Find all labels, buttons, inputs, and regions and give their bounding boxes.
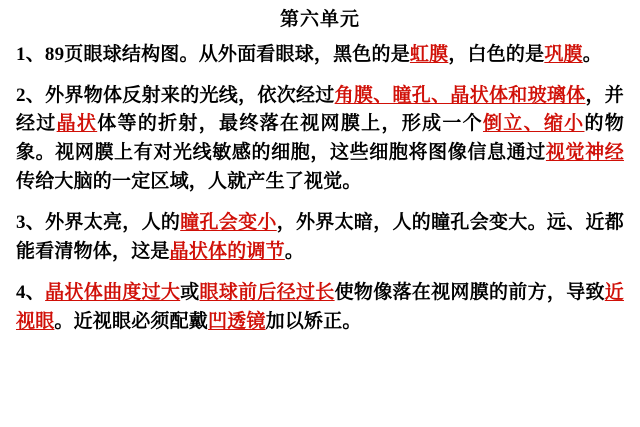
text-run: 89页眼球结构图。从外面看眼球，黑色的是 bbox=[44, 43, 410, 65]
paragraph-1 bbox=[16, 41, 624, 70]
paragraph-1-text bbox=[45, 44, 602, 65]
paragraph-2 bbox=[16, 82, 624, 198]
highlight-run: 巩膜 bbox=[544, 43, 583, 65]
page-title: 第六单元 bbox=[279, 9, 360, 30]
paragraph-4-text bbox=[16, 282, 624, 332]
highlight-run: 凹透镜 bbox=[208, 310, 266, 332]
text-run: 体等的折射，最终落在视网膜上，形成一个 bbox=[97, 113, 483, 135]
highlight-run: 晶状体曲度过大 bbox=[45, 281, 181, 303]
highlight-run: 角膜、瞳孔、晶状体和玻璃体 bbox=[334, 84, 586, 106]
paragraph-3-number: 3、 bbox=[16, 212, 46, 234]
text-run: 使物像落在视网膜的前方，导致 bbox=[334, 281, 605, 303]
highlight-run: 倒立、缩小 bbox=[482, 113, 585, 135]
text-run: ，白色的是 bbox=[448, 43, 545, 65]
paragraph-2-number: 2、 bbox=[16, 84, 46, 106]
highlight-run: 虹膜 bbox=[409, 43, 449, 65]
text-run: 。 bbox=[284, 240, 305, 262]
text-run: 外界太亮，人的 bbox=[45, 212, 181, 234]
paragraph-4 bbox=[16, 279, 624, 337]
highlight-run: 近视眼 bbox=[16, 281, 624, 332]
text-run: 或 bbox=[180, 281, 200, 303]
highlight-run: 瞳孔会变小 bbox=[180, 212, 277, 234]
text-run: 外界物体反射来的光线，依次经过 bbox=[45, 84, 335, 106]
highlight-run: 眼球前后径过长 bbox=[199, 281, 335, 303]
text-run: 加以矫正。 bbox=[265, 310, 362, 332]
paragraph-3 bbox=[16, 209, 624, 267]
paragraph-2-text bbox=[16, 85, 624, 193]
highlight-run: 视觉神经 bbox=[545, 142, 624, 164]
paragraph-3-text bbox=[16, 212, 624, 262]
paragraph-4-number: 4、 bbox=[16, 281, 46, 303]
text-run: ，并经过 bbox=[16, 84, 624, 135]
text-run: 。近视眼必须配戴 bbox=[54, 310, 209, 332]
text-run: ，外界太暗，人的瞳孔会变大。远、近都能看清物体，这是 bbox=[16, 212, 624, 262]
highlight-run: 晶状体的调节 bbox=[169, 240, 285, 262]
text-run: 的物象。视网膜上有对光线敏感的细胞，这些细胞将图像信息通过 bbox=[16, 113, 624, 164]
text-run: 传给大脑的一定区域，人就产生了视觉。 bbox=[16, 171, 362, 193]
paragraph-1-number: 1、 bbox=[16, 43, 45, 65]
text-run: 。 bbox=[582, 43, 602, 65]
highlight-run: 晶状 bbox=[56, 113, 98, 135]
